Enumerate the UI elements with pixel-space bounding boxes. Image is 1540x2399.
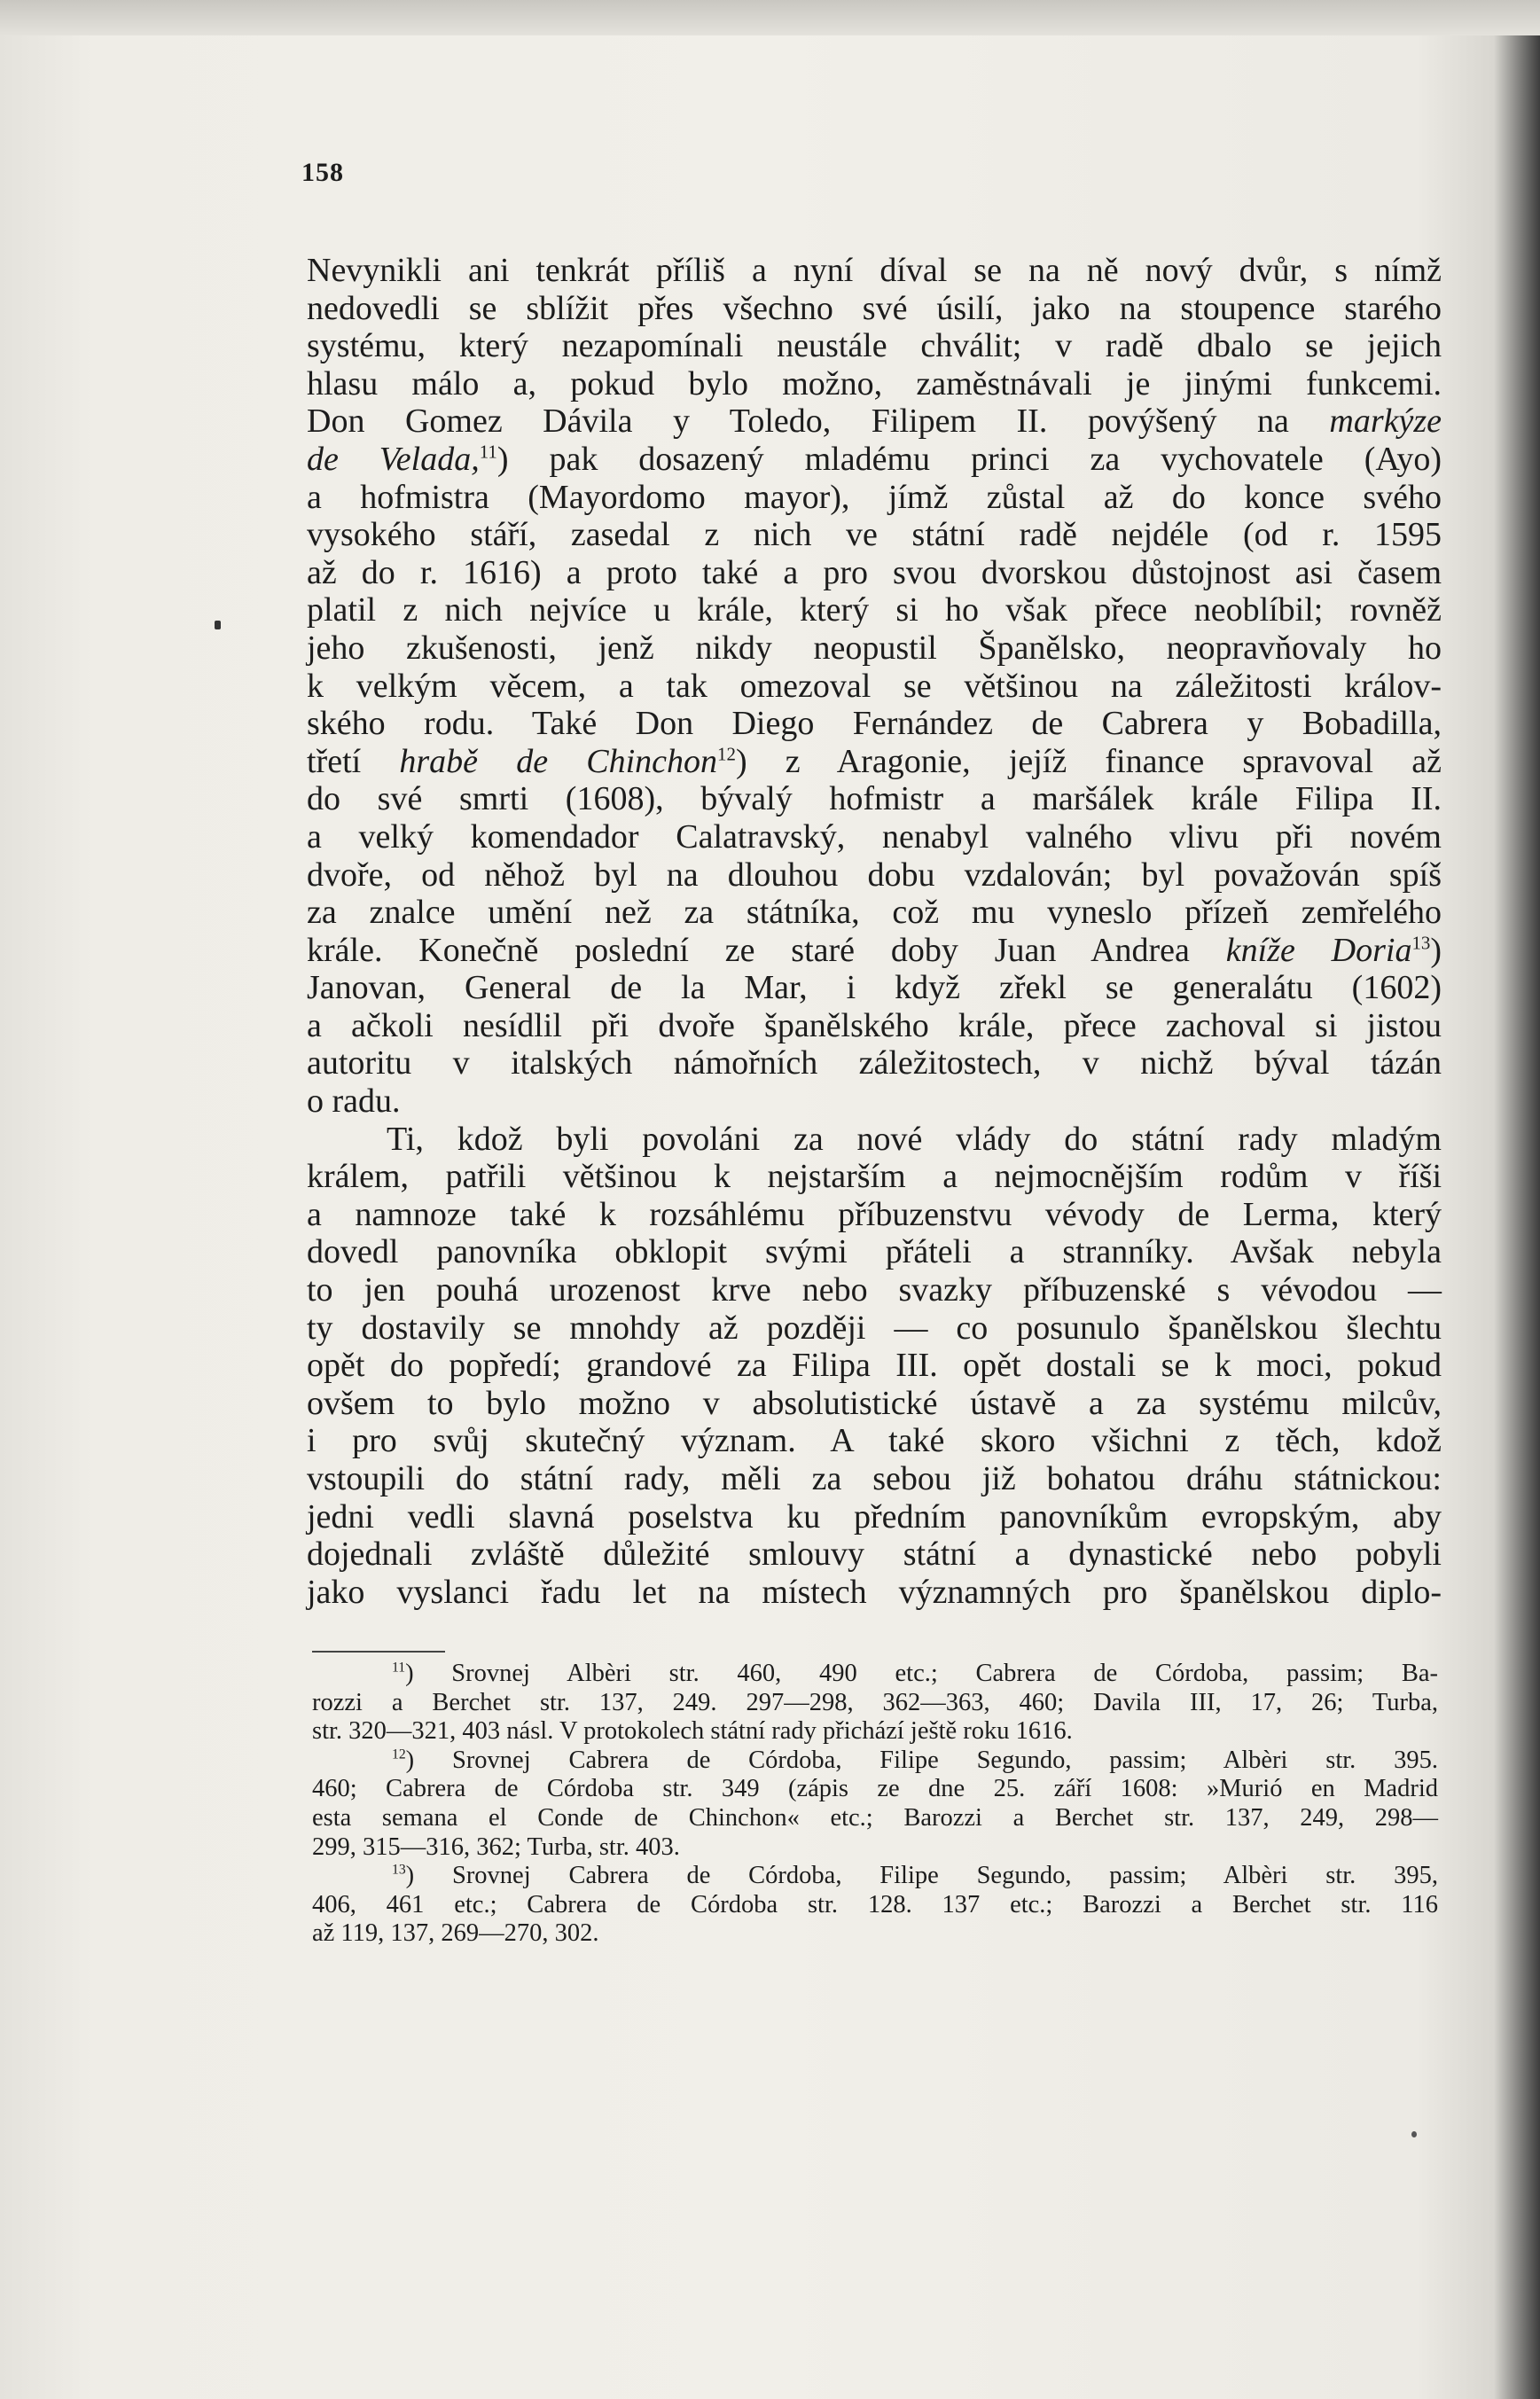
footnote-line (312, 1660, 1438, 1689)
text-line: dovedl panovníka obklopit svými přáteli a stranníky. Avšak nebyla (307, 1233, 1442, 1271)
main-text (307, 252, 1442, 1611)
italic-title: hrabě de Chinchon (399, 742, 718, 780)
paper-speck (1411, 2131, 1417, 2137)
text-line: a ačkoli nesídlil při dvoře španělského krále, přece zachoval si jistou (307, 1006, 1442, 1044)
footnote-text: ) Srovnej Cabrera de Córdoba, Filipe Segundo, passim; Albèri str. 395. (405, 1746, 1438, 1774)
footnote-text: ) Srovnej Cabrera de Córdoba, Filipe Segundo, passim; Albèri str. 395, (405, 1862, 1438, 1890)
text-line: Nevynikli ani tenkrát příliš a nyní díval se na ně nový dvůr, s nímž (307, 252, 1442, 289)
footnote-ref: 13 (1411, 932, 1431, 954)
text-line: vysokého stáří, zasedal z nich ve státní radě nejdéle (od r. 1595 (307, 516, 1442, 554)
text-line: o radu. (307, 1082, 401, 1121)
footnote-line: esta semana el Conde de Chinchon« etc.; Barozzi a Berchet str. 137, 249, 298— (312, 1803, 1438, 1832)
footnote-line: 460; Cabrera de Córdoba str. 349 (zápis ze dne 25. září 1608: »Murió en Madrid (312, 1775, 1438, 1803)
footnote-line (312, 1862, 1438, 1891)
text-line: jedni vedli slavná poselstva ku předním panovníkům evropským, aby (307, 1497, 1442, 1536)
footnote-line: str. 320—321, 403 násl. V protokolech státní rady přichází ještě roku 1616. (312, 1717, 1073, 1746)
text-line: de Velada,$^{11}$) pak dosazený mladému princi za vychovatele (Ayo) (307, 440, 1442, 478)
text-line: až do r. 1616) a proto také a pro svou dvorskou důstojnost asi časem (307, 553, 1442, 591)
margin-mark (215, 621, 221, 629)
footnote-divider (312, 1651, 445, 1653)
footnote-line: rozzi a Berchet str. 137, 249. 297—298, 362—363, 460; Davila III, 17, 26; Turba, (312, 1688, 1438, 1716)
text-line: ského rodu. Také Don Diego Fernández de Cabrera y Bobadilla, (307, 705, 1442, 743)
text-line: jeho zkušenosti, jenž nikdy neopustil Španělsko, neopravňovaly ho (307, 629, 1442, 667)
text-line: to jen pouhá urozenost krve nebo svazky příbuzenské s vévodou — (307, 1271, 1442, 1309)
text-line: do své smrti (1608), bývalý hofmistr a maršálek krále Filipa II. (307, 780, 1442, 818)
text-line: za znalce umění než za státníka, což mu vyneslo přízeň zemřelého (307, 894, 1442, 932)
text-line: a velký komendador Calatravský, nenabyl valného vlivu při novém (307, 817, 1442, 856)
text-line: třetí hrabě de Chinchon$^{12}$) z Aragonie, jejíž finance spravoval až (307, 742, 1442, 780)
text-fragment: krále. Konečně poslední ze staré doby Juan Andrea (307, 931, 1190, 969)
footnote-ref: 11 (479, 441, 497, 463)
text-line: dvoře, od něhož byl na dlouhou dobu vzdalován; byl považován spíš (307, 856, 1442, 894)
text-fragment: Don Gomez Dávila y Toledo, Filipem II. povýšený na (307, 402, 1289, 441)
footnote-line: 406, 461 etc.; Cabrera de Córdoba str. 128. 137 etc.; Barozzi a Berchet str. 116 (312, 1890, 1438, 1918)
text-line: k velkým věcem, a tak omezoval se většinou na záležitosti králov- (307, 667, 1442, 705)
page-top-edge (0, 0, 1540, 35)
footnote-ref: 12 (717, 743, 736, 765)
text-line: ty dostavily se mnohdy až později — co posunulo španělskou šlechtu (307, 1309, 1442, 1347)
italic-title: de Velada, (307, 440, 480, 478)
footnote-line: až 119, 137, 269—270, 302. (312, 1919, 599, 1948)
text-line: krále. Konečně poslední ze staré doby Juan Andrea kníže Doria$^{13}$) (307, 931, 1442, 969)
italic-title: kníže Doria (1225, 931, 1412, 969)
text-fragment: třetí (307, 742, 362, 780)
text-line: králem, patřili většinou k nejstarším a nejmocnějším rodům v říši (307, 1158, 1442, 1196)
text-line: opět do popředí; grandové za Filipa III. opět dostali se k moci, pokud (307, 1347, 1442, 1385)
footnote-line (312, 1747, 1438, 1776)
text-line: i pro svůj skutečný význam. A také skoro všichni z těch, kdož (307, 1422, 1442, 1460)
italic-title: markýze (1329, 402, 1442, 441)
text-line: autoritu v italských námořních záležitostech, v nichž býval tázán (307, 1044, 1442, 1082)
text-line: systému, který nezapomínali neustále chválit; v radě dbalo se jejich (307, 327, 1442, 365)
text-fragment: pak dosazený mladému princi za vychovatele (Ayo) (549, 440, 1442, 478)
text-line: Janovan, General de la Mar, i když zřekl se generalátu (1602) (307, 969, 1442, 1007)
text-fragment: z Aragonie, jejíž finance spravoval až (785, 742, 1442, 780)
footnote-number: 12 (392, 1747, 406, 1762)
text-line: vstoupili do státní rady, měli za sebou již bohatou dráhu státnickou: (307, 1460, 1442, 1497)
footnote-number: 11 (392, 1660, 406, 1676)
text-line: a hofmistra (Mayordomo mayor), jímž zůstal až do konce svého (307, 478, 1442, 516)
text-line: nedovedli se sblížit přes všechno své úsilí, jako na stoupence starého (307, 289, 1442, 327)
footnote-line: 299, 315—316, 362; Turba, str. 403. (312, 1832, 680, 1861)
footnote-number: 13 (392, 1862, 406, 1878)
text-line: hlasu málo a, pokud bylo možno, zaměstnávali je jinými funkcemi. (307, 364, 1442, 402)
text-line: platil z nich nejvíce u krále, který si ho však přece neoblíbil; rovněž (307, 591, 1442, 629)
footnote-text: ) Srovnej Albèri str. 460, 490 etc.; Cabrera de Córdoba, passim; Ba- (405, 1660, 1438, 1687)
page-number: 158 (301, 158, 344, 187)
text-line: a namnoze také k rozsáhlému příbuzenstvu vévody de Lerma, který (307, 1195, 1442, 1233)
text-line: jako vyslanci řadu let na místech významných pro španělskou diplo- (307, 1573, 1442, 1611)
text-line: ovšem to bylo možno v absolutistické ústavě a za systému milcův, (307, 1384, 1442, 1422)
footnotes (312, 1660, 1438, 1949)
text-line: Ti, kdož byli povoláni za nové vlády do státní rady mladým (387, 1120, 1442, 1158)
text-line (307, 402, 1442, 441)
text-line: dojednali zvláště důležité smlouvy státní a dynastické nebo pobyli (307, 1536, 1442, 1574)
